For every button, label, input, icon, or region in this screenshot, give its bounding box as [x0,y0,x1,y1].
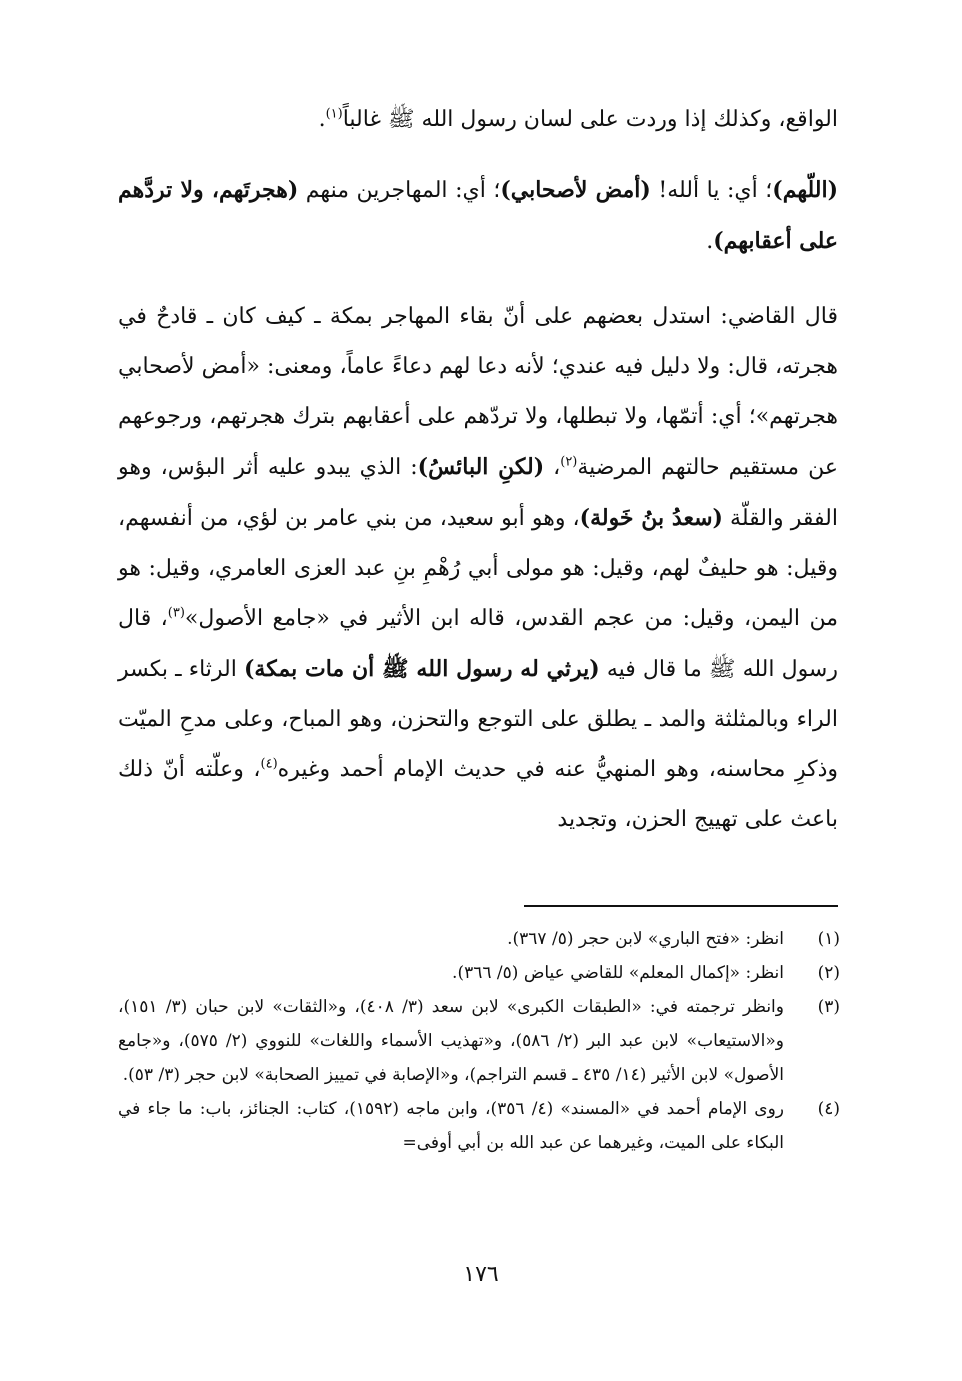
paragraph-3-text-2: ، [544,455,561,480]
footnote [118,990,840,1092]
page-number: ١٧٦ [463,1262,499,1287]
footnote-text: انظر: «فتح الباري» لابن حجر (٥/ ٣٦٧). [507,929,784,949]
paragraph-1-text: الواقع، وكذلك إذا وردت على لسان رسول الله ﷺ غالباً [342,107,838,132]
footnote-number: (٤) [817,1099,840,1119]
footnote-number: (٢) [817,963,840,983]
paragraph-2-text-3: . [706,229,714,254]
hadith-phrase-yarthi: (يرثي له رسول الله ﷺ أن مات بمكة) [244,656,600,682]
paragraph-3 [118,292,838,845]
hadith-phrase-saad: (سعدُ بنُ خَولة) [579,505,723,531]
footnote-text: روى الإمام أحمد في «المسند» (٤/ ٣٥٦)، وابن ماجه (١٥٩٢)، كتاب: الجنائز، باب: ما جاء في البكاء على الميت، وغيرهما عن عبد الله بن أبي أوفى= [118,1099,784,1153]
footnote [118,956,840,990]
paragraph-3-text-4: ، وهو أبو سعيد، من بني عامر بن لؤي، من أنفسهم، وقيل: هو حليفٌ لهم، وقيل: هو مولى أبي رُهْمِ بنِ عبد العزى العامري، وقيل: هو من اليمن، وقيل: من عجم القدس، قاله ابن الأثير في «جامع الأصول» [118,506,838,631]
paragraph-1-end: . [318,107,326,132]
footnote [118,1092,840,1160]
paragraph-2-text-1: ؛ أي: يا ألله! [650,178,773,203]
footnote-ref-2[interactable]: (٢) [560,454,578,470]
footnote-ref-1[interactable]: (١) [325,106,343,122]
footnote-text: انظر: «إكمال المعلم» للقاضي عياض (٥/ ٣٦٦). [452,963,784,983]
hadith-phrase-amdi: (أمض لأصحابي) [500,177,651,203]
footnote-divider [524,905,838,907]
footnote-number: (١) [817,929,840,949]
paragraph-3-text-1: قال القاضي: استدل بعضهم على أنّ بقاء المهاجر بمكة ـ كيف كان ـ قادحٌ في هجرته، قال: ولا دليل فيه عندي؛ لأنه دعا لهم دعاءً عاماً، ومعنى: «أمض لأصحابي هجرتهم»؛ أي: أتمّها، ولا تبطلها، ولا تردّهم على أعقابهم بترك هجرتهم، ورجوعهم عن مستقيم حالتهم المرضية [118,304,838,480]
paragraph-1 [118,95,838,145]
footnote-ref-3[interactable]: (٣) [167,605,185,621]
paragraph-2 [118,165,838,267]
hadith-phrase-allahumma: (اللّهم) [772,177,838,203]
paragraph-3-text-5: ، قال رسول الله ﷺ ما قال فيه [118,606,838,682]
paragraph-3-text-3: : الذي يبدو عليه أثر البؤس، وهو الفقر والقلّة [118,455,838,531]
paragraph-3-text-6: الرثاء ـ بكسر الراء وبالمثلثة والمد ـ يطلق على التوجع والتحزن، وهو المباح، وعلى مدحِ الميّت وذكرِ محاسنه، وهو المنهيُّ عنه في حديث الإمام أحمد وغيره [118,657,838,782]
hadith-phrase-hijratahum: (هجرتَهم، ولا تردَّهم على أعقابهم) [118,177,838,254]
footnote-text: وانظر ترجمته في: «الطبقات الكبرى» لابن سعد (٣/ ٤٠٨)، و«الثقات» لابن حبان (٣/ ١٥١)، و«الاستيعاب» لابن عبد البر (٢/ ٥٨٦)، و«تهذيب الأسماء واللغات» للنووي (٢/ ٥٧٥)، و«جامع الأصول» لابن الأثير (١٤/ ٤٣٥ ـ قسم التراجم)، و«الإصابة في تمييز الصحابة» لابن حجر (٣/ ٥٣). [118,997,784,1085]
footnote-ref-4[interactable]: (٤) [260,756,278,772]
paragraph-3-text-7: ، وعلّته أنّ ذلك باعث على تهييج الحزن، وتجديد [118,757,838,832]
footnote-number: (٣) [817,997,840,1017]
footnotes [118,922,840,1160]
paragraph-2-text-2: ؛ أي: المهاجرين منهم [298,178,501,203]
hadith-phrase-al-bais: (لكنِ البائسُ) [417,454,545,480]
footnote [118,922,840,956]
